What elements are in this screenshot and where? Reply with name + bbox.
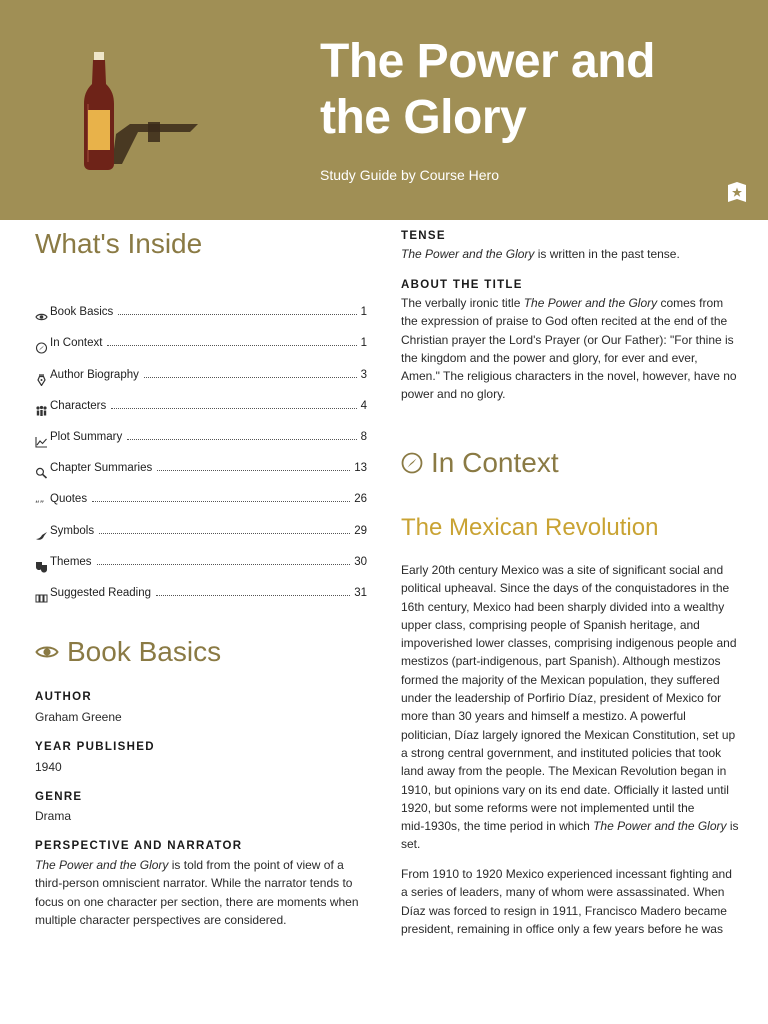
toc-item-suggested-reading[interactable] (35, 574, 367, 605)
toc-item-quotes[interactable] (35, 480, 367, 511)
eye-icon (35, 644, 59, 660)
compass-icon (35, 342, 48, 354)
toc-item-book-basics[interactable] (35, 293, 367, 324)
in-context-heading-text: In Context (431, 447, 559, 478)
toc-leader-dots (156, 595, 350, 596)
toc-label: Book Basics (50, 306, 114, 319)
toc-label: Quotes (50, 493, 88, 506)
quote-icon (35, 498, 48, 510)
toc-label: Themes (50, 555, 92, 568)
toc-page-number: 26 (354, 493, 367, 506)
svg-text:“”: “” (35, 500, 45, 511)
book-basics-heading-text: Book Basics (67, 636, 222, 667)
toc-item-characters[interactable] (35, 387, 367, 418)
in-context-heading (401, 447, 559, 479)
year-published-label: YEAR PUBLISHED (35, 741, 155, 753)
genre-label: GENRE (35, 791, 83, 803)
toc-item-author-biography[interactable] (35, 355, 367, 386)
compass-icon (401, 452, 423, 474)
toc-label: Characters (50, 399, 107, 412)
toc-leader-dots (144, 377, 357, 378)
chart-icon (35, 436, 48, 448)
toc-leader-dots (118, 314, 356, 315)
year-published-value: 1940 (35, 760, 62, 774)
toc-page-number: 31 (354, 586, 367, 599)
perspective-text: The Power and the Glory is told from the point of view of a third-person omniscient narrator. While the narrator tends to focus on one character per section, there are moments when multiple character perspectives are considered. (35, 858, 359, 927)
toc-leader-dots (127, 439, 356, 440)
masks-icon (35, 561, 48, 573)
people-icon (35, 405, 48, 417)
toc-item-plot-summary[interactable] (35, 418, 367, 449)
book-basics-heading (35, 636, 221, 668)
toc-page-number: 8 (360, 430, 367, 443)
toc-label: Author Biography (50, 368, 139, 381)
tense-text: The Power and the Glory is written in the past tense. (401, 247, 680, 261)
toc-page-number: 29 (354, 524, 367, 537)
eye-icon (35, 311, 48, 323)
toc-leader-dots (157, 470, 350, 471)
mexican-revolution-paragraph-1: Early 20th century Mexico was a site of significant social and political upheaval. Since the days of the conquistadores in the 16th century, Mexico had been sharply divided into a wealthy upper class, comprising people of Spanish heritage, and impoverished lower classes, comprising indigenous people and mestizos (part-indigenous, part Spanish). Although mestizos formed the majority of the Mexican population, they suffered under the leadership of Porfirio Díaz, president of Mexico for more than 30 years and himself a mestizo. A powerful politician, Díaz largely ignored the Mexican Constitution, set up a strong central government, and instituted policies that took land away from the people. The Mexican Revolution began in 1910, but opinions vary on its end date. Officially it lasted until 1920, but some reforms were not implemented until the mid-1930s, the time period in which The Power and the Glory is set. (401, 563, 739, 852)
magnifier-icon (35, 467, 48, 479)
toc-leader-dots (92, 501, 350, 502)
toc-item-chapter-summaries[interactable] (35, 449, 367, 480)
author-value: Graham Greene (35, 710, 122, 724)
about-title-label: ABOUT THE TITLE (401, 279, 523, 291)
pen-nib-icon (35, 374, 48, 386)
toc-page-number: 1 (360, 306, 367, 319)
toc-leader-dots (107, 345, 356, 346)
toc-label: In Context (50, 337, 103, 350)
mexican-revolution-heading: The Mexican Revolution (401, 514, 659, 541)
perspective-label: PERSPECTIVE AND NARRATOR (35, 840, 243, 852)
books-icon (35, 592, 48, 604)
header-banner (0, 0, 768, 220)
toc-leader-dots (111, 408, 356, 409)
bird-icon (35, 530, 48, 542)
toc-item-themes[interactable] (35, 543, 367, 574)
course-hero-logo-icon (727, 182, 747, 204)
toc-page-number: 13 (354, 462, 367, 475)
toc-item-in-context[interactable] (35, 324, 367, 355)
genre-value: Drama (35, 809, 72, 823)
toc-leader-dots (97, 564, 351, 565)
toc-label: Chapter Summaries (50, 462, 153, 475)
toc-item-symbols[interactable] (35, 511, 367, 542)
toc-label: Symbols (50, 524, 95, 537)
mexican-revolution-paragraph-2: From 1910 to 1920 Mexico experienced incessant fighting and a series of leaders, many of whom were assassinated. When Díaz was forced to resign in 1911, Francisco Madero became president, remaining in office only a few years before he was (401, 867, 732, 936)
toc-label: Suggested Reading (50, 586, 152, 599)
bottle-and-cross-illustration (78, 52, 202, 170)
toc-page-number: 1 (360, 337, 367, 350)
about-title-text: The verbally ironic title The Power and the Glory comes from the expression of praise to God often recited at the end of the Christian prayer the Lord's Prayer (or Our Father): "For thine is the kingdom and the power and glory, for ever and ever, Amen." The religious characters in the novel, however, have no power and no glory. (401, 296, 737, 402)
subtitle: Study Guide by Course Hero (320, 167, 499, 183)
toc-page-number: 4 (360, 399, 367, 412)
toc-leader-dots (99, 533, 350, 534)
toc-label: Plot Summary (50, 430, 123, 443)
toc-page-number: 30 (354, 555, 367, 568)
whats-inside-heading: What's Inside (35, 228, 203, 259)
table-of-contents (35, 293, 367, 605)
author-label: AUTHOR (35, 691, 92, 703)
tense-label: TENSE (401, 230, 446, 242)
page-title: The Power and the Glory (320, 35, 655, 144)
toc-page-number: 3 (360, 368, 367, 381)
